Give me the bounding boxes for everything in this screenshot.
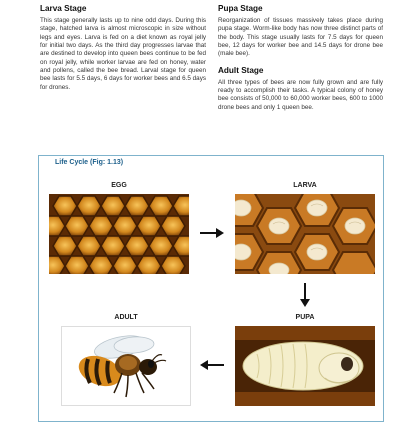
pupa-photo bbox=[235, 326, 375, 406]
egg-photo bbox=[49, 194, 189, 274]
larva-label: LARVA bbox=[293, 182, 317, 189]
egg-label: EGG bbox=[111, 182, 127, 189]
pupa-label: PUPA bbox=[295, 314, 315, 321]
larva-stage-section bbox=[40, 4, 206, 99]
pupa-stage-paragraph: Reorganization of tissues massively takes place during pupa stage. Worm-like body has now three distinct parts of the body. This stage usually lasts for 7.5 days for queen bee, 12 days for worker bee and 14.5 days for drone bee (male bee). bbox=[218, 17, 383, 58]
adult-stage-paragraph: All three types of bees are now fully grown and are fully ready to accomplish their tasks. A typical colony of honey bee consists of 50,000 to 60,000 worker bees, 600 to 1000 drone bees and only 1 queen bee. bbox=[218, 78, 383, 111]
adult-bee-photo bbox=[61, 326, 191, 406]
pupa-stage-heading: Pupa Stage bbox=[218, 4, 263, 13]
arrow-right-icon bbox=[199, 226, 225, 240]
larva-photo bbox=[235, 194, 375, 274]
pupa-adult-section bbox=[218, 4, 383, 119]
figure-title: Life Cycle (Fig: 1.13) bbox=[55, 159, 124, 166]
adult-label: ADULT bbox=[114, 314, 138, 321]
life-cycle-figure bbox=[38, 155, 384, 422]
arrow-down-icon bbox=[298, 282, 312, 308]
larva-stage-paragraph: This stage generally lasts up to nine odd days. During this stage, hatched larva is almost microscopic in size without legs and eyes. Larva is fed on a diet known as royal jelly for initial two days. As the third day progresses larvae that are destined to develop into queen bees continue to be fed on royal jelly, while worker larvae are fed on honey, water and pollens, called the bee bread. Larval stage for queen bee lasts for 5.5 days, 6 days for worker bees and 6.5 days for drones. bbox=[40, 17, 206, 91]
larva-stage-heading: Larva Stage bbox=[40, 4, 87, 13]
adult-stage-heading: Adult Stage bbox=[218, 65, 264, 75]
arrow-left-icon bbox=[199, 358, 225, 372]
